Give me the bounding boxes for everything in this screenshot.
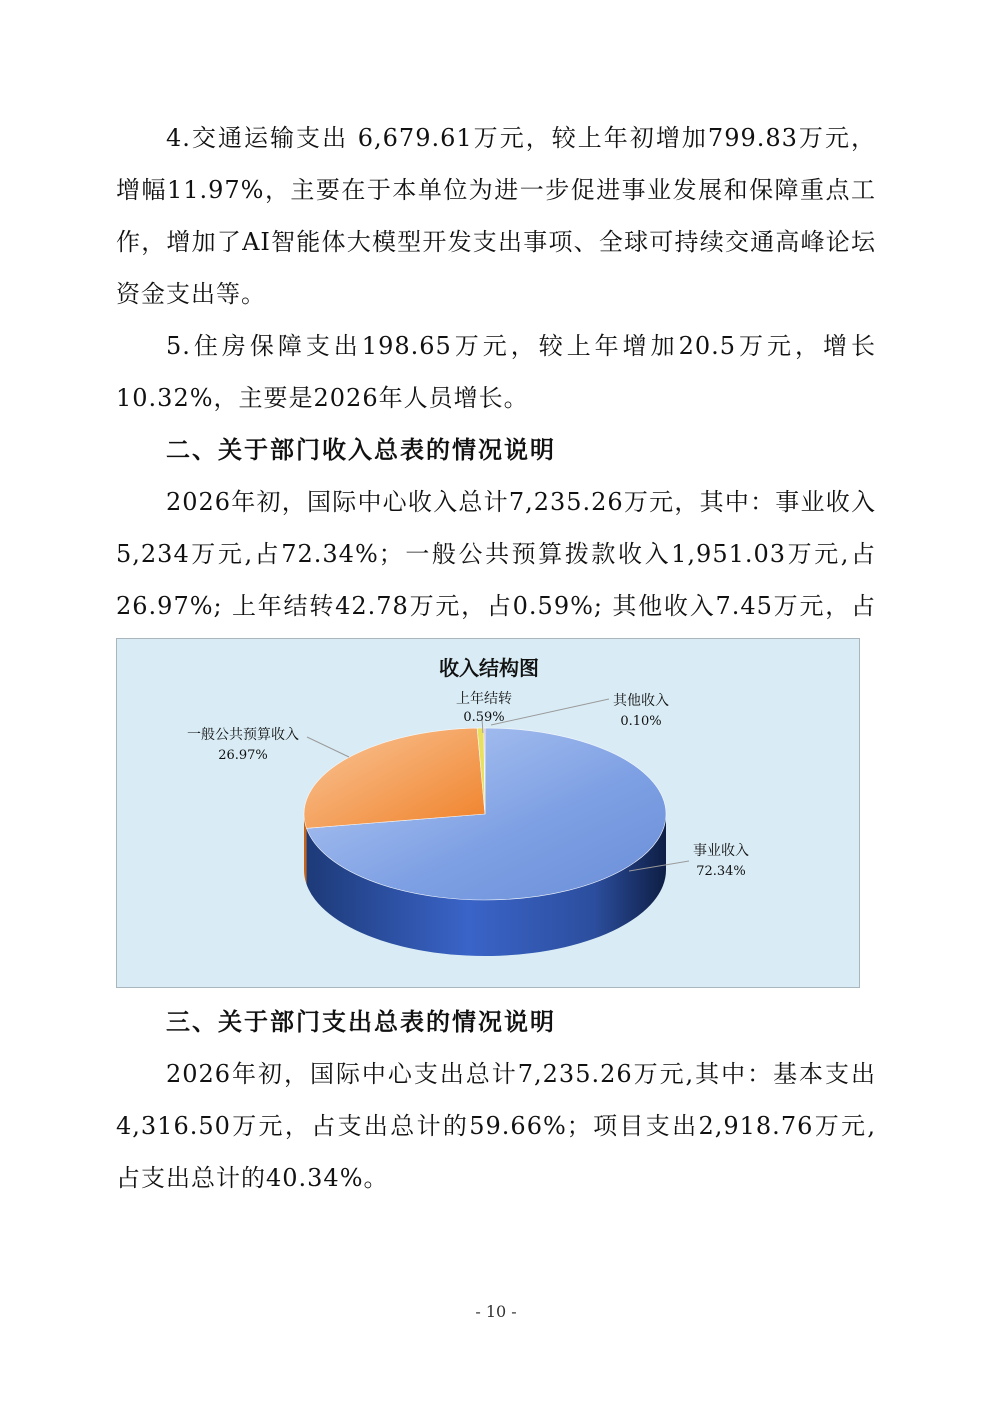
paragraph-income: 2026年初，国际中心收入总计7,235.26万元，其中：事业收入5,234万元,占72.34%；一般公共预算拨款收入1,951.03万元,占26.97%; 上年结转42.78万元，占0.59%; 其他收入7.45万元，占 <box>116 488 876 620</box>
pie-3d <box>304 728 666 956</box>
leader-line-general-budget <box>307 737 349 757</box>
label-business-pct: 72.34% <box>696 864 746 879</box>
section-heading-expenditure: 三、关于部门支出总表的情况说明 <box>166 1008 556 1036</box>
label-other-pct: 0.10% <box>620 714 662 729</box>
pie-chart-svg <box>117 639 861 989</box>
label-carryover-pct: 0.59% <box>463 710 505 725</box>
section-heading-income: 二、关于部门收入总表的情况说明 <box>166 436 556 464</box>
chart-title: 收入结构图 <box>439 656 539 680</box>
income-structure-chart <box>116 638 860 988</box>
label-general-budget-pct: 26.97% <box>218 748 268 763</box>
label-business-name: 事业收入 <box>693 843 749 859</box>
paragraph-housing: 5.住房保障支出198.65万元，较上年增加20.5万元，增长10.32%，主要是2026年人员增长。 <box>116 332 876 412</box>
slice-general-budget-top <box>304 728 485 828</box>
paragraph-expenditure: 2026年初，国际中心支出总计7,235.26万元,其中：基本支出4,316.50万元，占支出总计的59.66%；项目支出2,918.76万元,占支出总计的40.34%。 <box>116 1060 876 1192</box>
paragraph-transport: 4.交通运输支出 6,679.61万元，较上年初增加799.83万元，增幅11.97%，主要在于本单位为进一步促进事业发展和保障重点工作，增加了AI智能体大模型开发支出事项、全球可持续交通高峰论坛资金支出等。 <box>116 124 876 308</box>
label-general-budget-name: 一般公共预算收入 <box>187 727 299 743</box>
page-number: - 10 - <box>475 1302 517 1321</box>
label-carryover-name: 上年结转 <box>456 691 512 707</box>
label-other-name: 其他收入 <box>613 693 669 709</box>
